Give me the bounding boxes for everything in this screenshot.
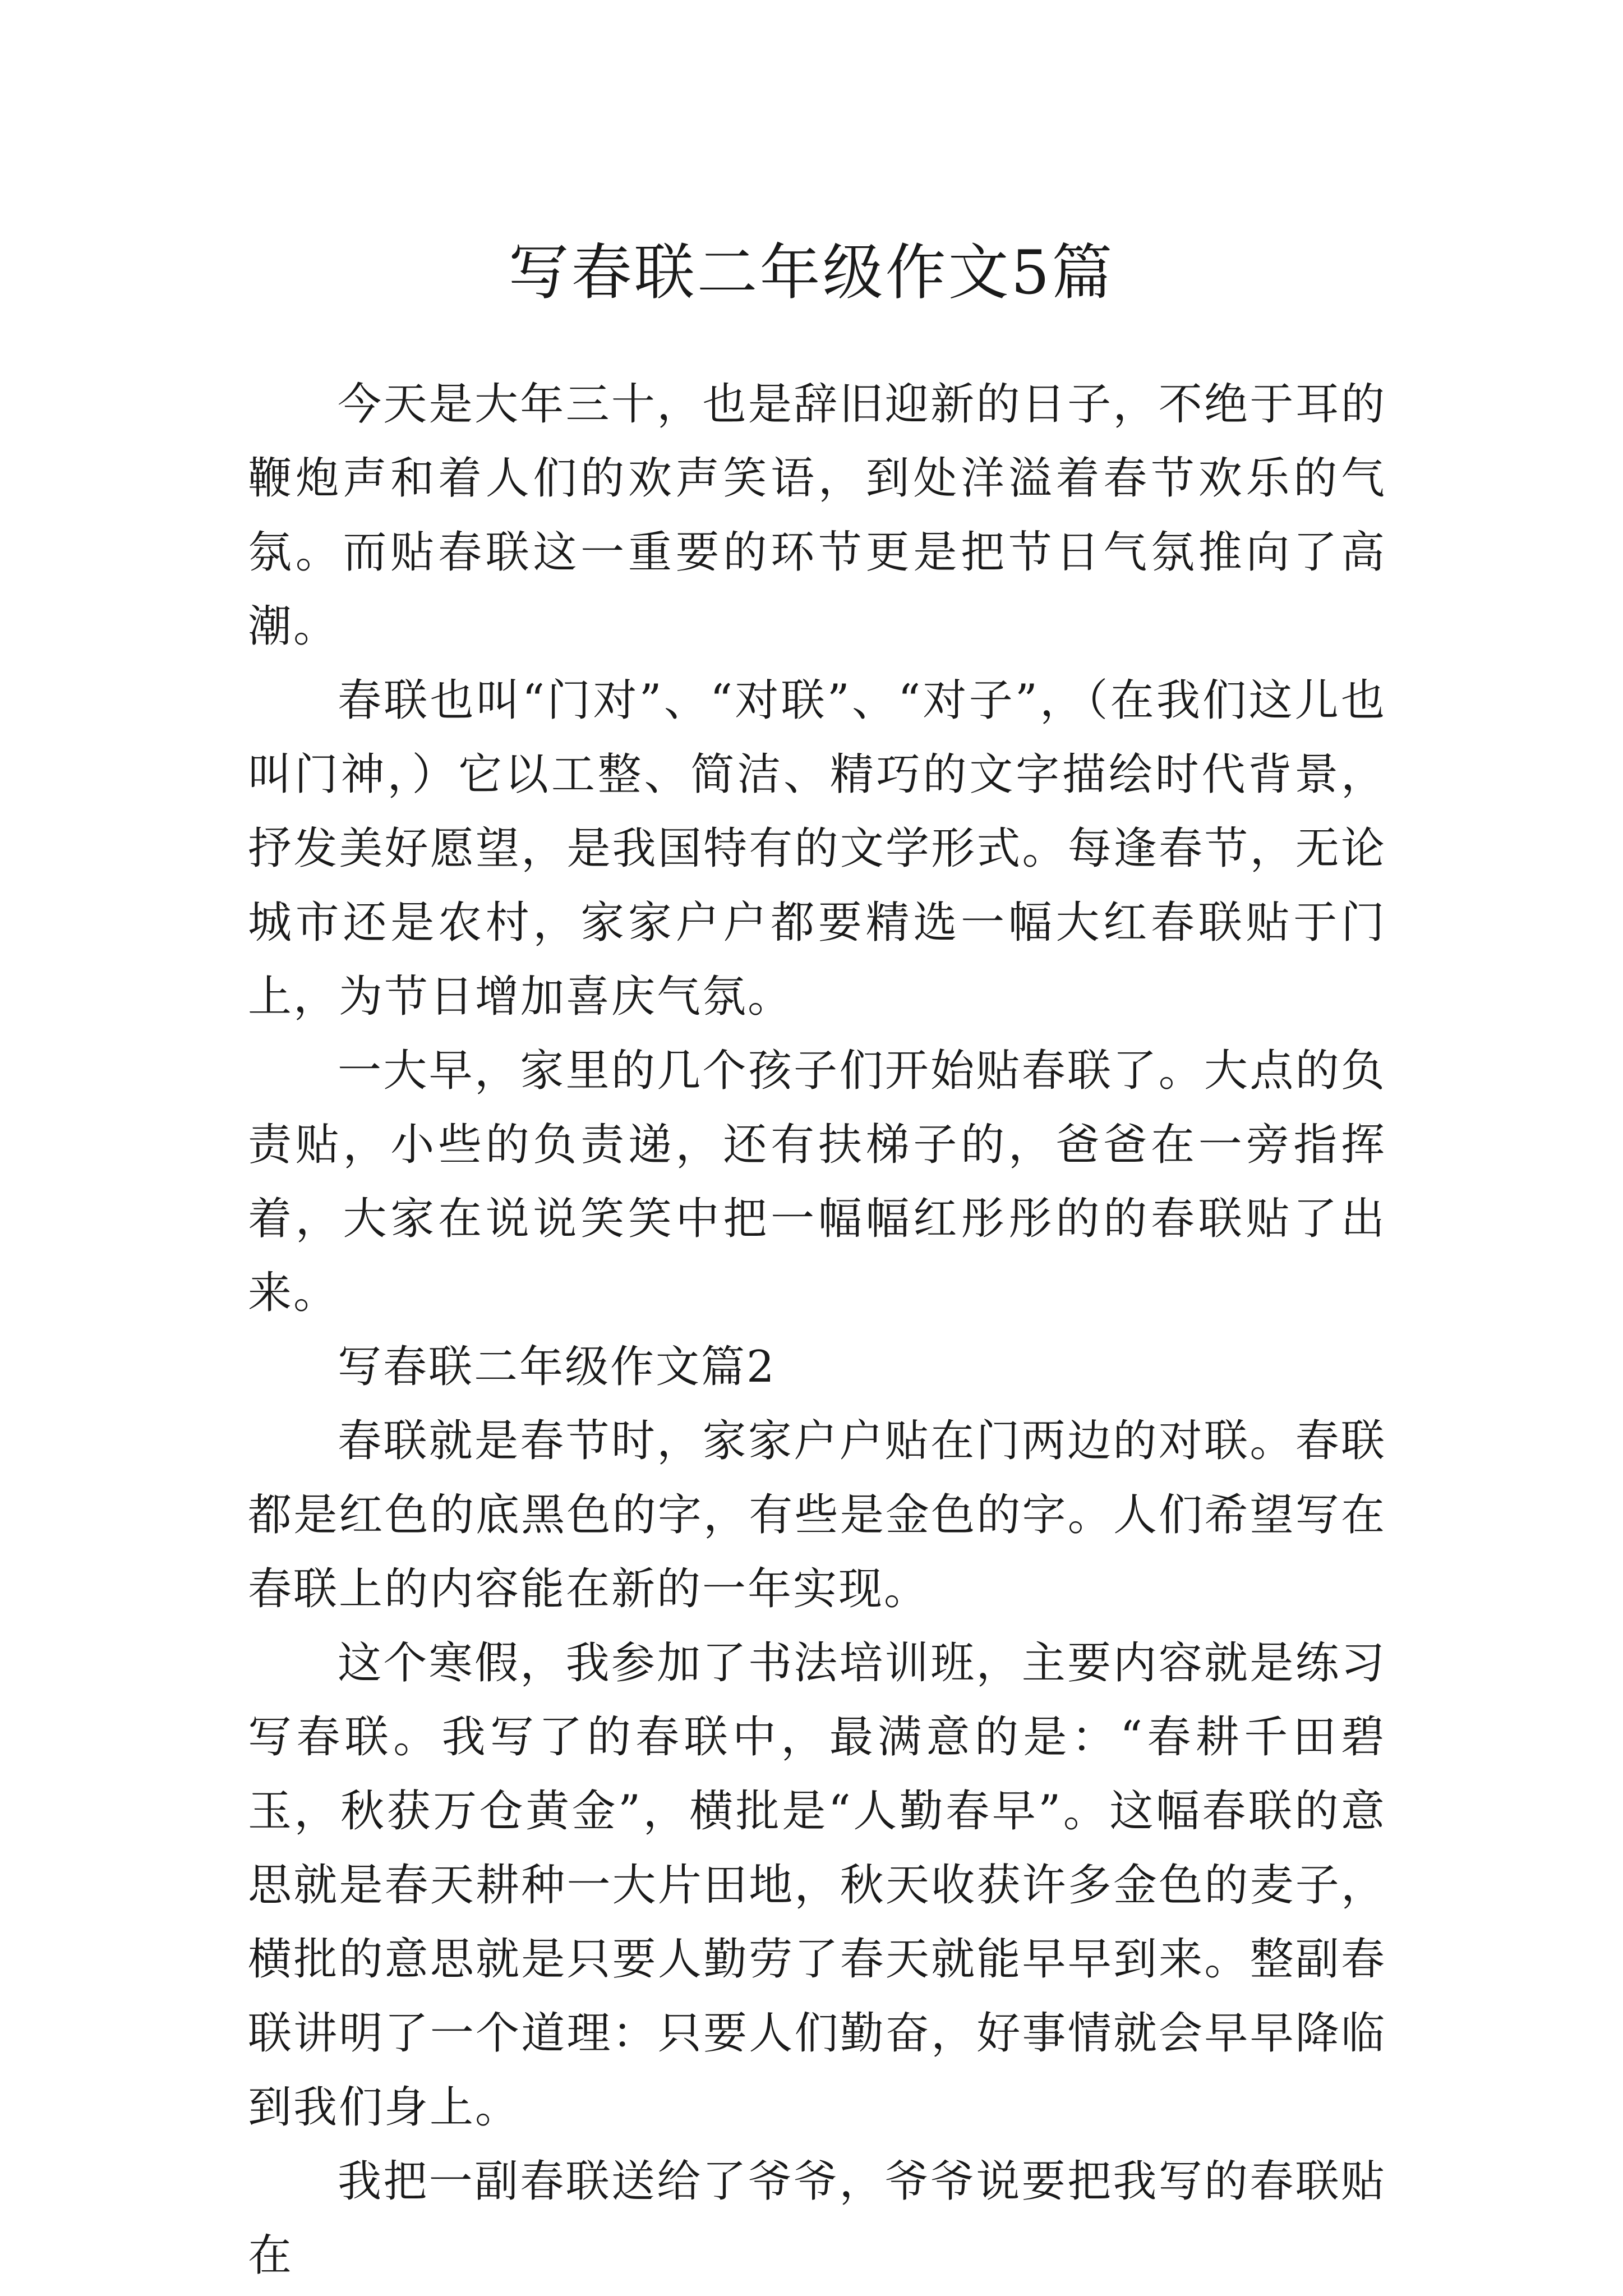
- document-body: [248, 367, 1386, 2293]
- paragraph: 今天是大年三十，也是辞旧迎新的日子，不绝于耳的鞭炮声和着人们的欢声笑语，到处洋溢着春节欢乐的气氛。而贴春联这一重要的环节更是把节日气氛推向了高潮。: [248, 379, 1386, 652]
- document-title: 写春联二年级作文5篇: [508, 238, 1115, 309]
- paragraph: 春联就是春节时，家家户户贴在门两边的对联。春联都是红色的底黑色的字，有些是金色的字。人们希望写在春联上的内容能在新的一年实现。: [248, 1416, 1386, 1614]
- paragraph: 我把一副春联送给了爷爷，爷爷说要把我写的春联贴在: [248, 2156, 1386, 2281]
- paragraph: 一大早，家里的几个孩子们开始贴春联了。大点的负责贴，小些的负责递，还有扶梯子的，爸爸在一旁指挥着，大家在说说笑笑中把一幅幅红彤彤的的春联贴了出来。: [248, 1046, 1386, 1318]
- paragraph: 这个寒假，我参加了书法培训班，主要内容就是练习写春联。我写了的春联中，最满意的是：“春耕千田碧玉，秋获万仓黄金”，横批是“人勤春早”。这幅春联的意思就是春天耕种一大片田地，秋天收获许多金色的麦子，横批的意思就是只要人勤劳了春天就能早早到来。整副春联讲明了一个道理：只要人们勤奋，好事情就会早早降临到我们身上。: [248, 1638, 1386, 2133]
- paragraph: 春联也叫“门对”、“对联”、“对子”，（在我们这儿也叫门神，）它以工整、简洁、精巧的文字描绘时代背景，抒发美好愿望，是我国特有的文学形式。每逢春节，无论城市还是农村，家家户户都要精选一幅大红春联贴于门上，为节日增加喜庆气氛。: [248, 675, 1386, 1022]
- section-heading: 写春联二年级作文篇2: [338, 1342, 776, 1392]
